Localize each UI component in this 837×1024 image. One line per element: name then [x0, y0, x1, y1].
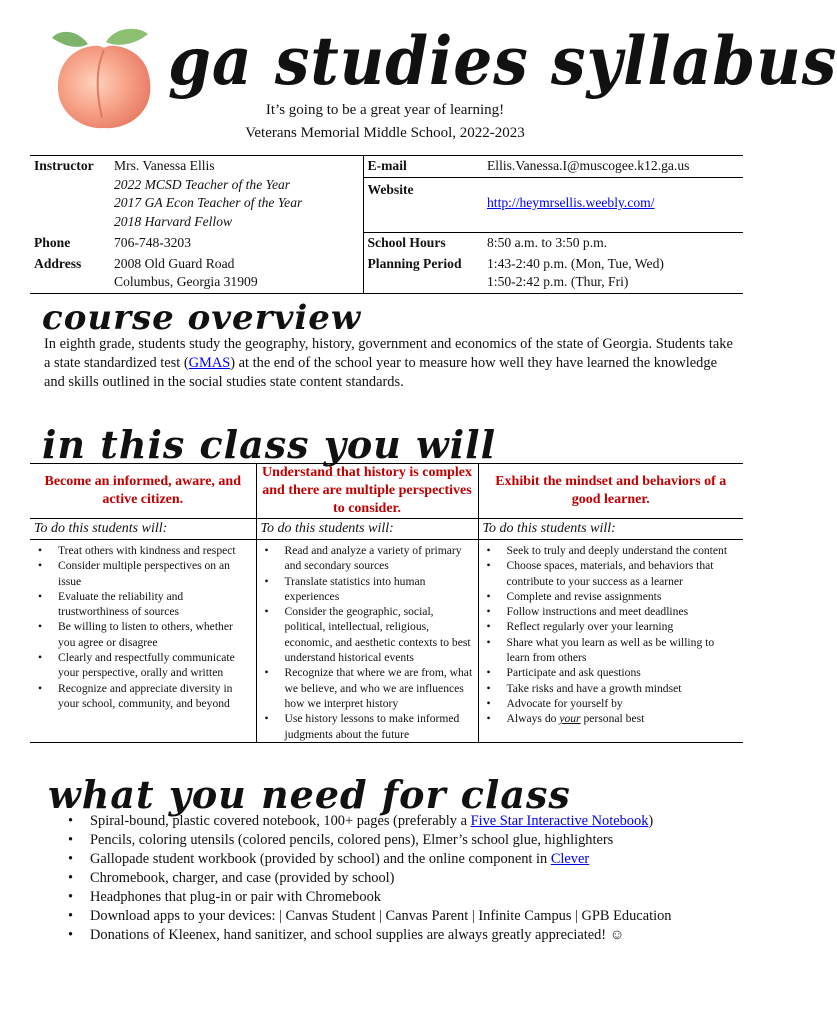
phone-label: Phone: [34, 234, 71, 250]
address-cell: [110, 254, 363, 294]
website-label: Website: [364, 177, 484, 232]
list-item: • Read and analyze a variety of primary and secondary sources: [285, 543, 474, 574]
list-item: • Clearly and respectfully communicate your perspective, orally and written: [58, 650, 252, 681]
notebook-link[interactable]: Five Star Interactive Notebook: [470, 813, 649, 829]
list-item: • Advocate for yourself by: [507, 696, 740, 711]
list-item: • Take risks and have a growth mindset: [507, 681, 740, 696]
planning-line-1: 1:43-2:40 p.m. (Mon, Tue, Wed): [487, 255, 664, 271]
page-title: ga studies syllabus: [168, 22, 837, 100]
needs-list: [60, 812, 790, 945]
instructor-name: Mrs. Vanessa Ellis: [114, 158, 215, 173]
last-item-text-1: Always do: [506, 712, 560, 726]
list-item: • Pencils, coloring utensils (colored pencils, colored pens), Elmer’s school glue, highlighters: [90, 831, 790, 850]
list-item: • Consider the geographic, social, political, intellectual, religious, economic, and aesthetic contexts to best understand historical events: [285, 604, 474, 665]
phone-value: 706-748-3203: [114, 234, 192, 250]
need-1-end: ): [648, 813, 654, 829]
list-item: • Headphones that plug-in or pair with Chromebook: [90, 888, 790, 907]
goal-3: Exhibit the mindset and behaviors of a good learner.: [478, 464, 743, 519]
contact-labels: [363, 156, 483, 233]
goal-2: Understand that history is complex and there are multiple perspectives to consider.: [256, 464, 478, 519]
goal-3-subheading: To do this students will:: [478, 519, 743, 540]
list-item: • Seek to truly and deeply understand the content: [507, 543, 740, 558]
course-overview-heading: course overview: [42, 298, 362, 338]
planning-cell: [483, 254, 743, 294]
hours-value: 8:50 a.m. to 3:50 p.m.: [483, 233, 743, 254]
instructor-label: Instructor: [30, 156, 110, 233]
email-label: E-mail: [367, 158, 407, 173]
planning-line-2: 1:50-2:42 p.m. (Thur, Fri): [487, 274, 629, 289]
goal-1-list-cell: [30, 540, 256, 743]
need-3-text: Gallopade student workbook (provided by school) and the online component in: [90, 851, 551, 867]
list-item: • Recognize that where we are from, what we believe, and who we are influences how we interpret history: [285, 665, 474, 711]
address-label: Address: [30, 254, 110, 294]
clever-link[interactable]: Clever: [550, 851, 590, 867]
list-item: • Complete and revise assignments: [507, 589, 740, 604]
website-link[interactable]: http://heymrsellis.weebly.com/: [487, 195, 655, 210]
need-1-text: Spiral-bound, plastic covered notebook, 100+ pages (preferably a: [90, 813, 471, 829]
overview-text-1: In eighth grade, students study the geography, history, government and economics of the state of Georgia. Students take a state standardized test (: [44, 336, 733, 371]
goal-1: Become an informed, aware, and active citizen.: [30, 464, 256, 519]
goal-3-list: [483, 543, 740, 727]
list-item: • Follow instructions and meet deadlines: [507, 604, 740, 619]
goal-1-list: [34, 543, 252, 711]
tagline: It’s going to be a great year of learning!: [265, 102, 505, 118]
hours-label: School Hours: [363, 233, 483, 254]
list-item: • Donations of Kleenex, hand sanitizer, and school supplies are always greatly appreciated! ☺: [90, 926, 790, 945]
list-item: • Consider multiple perspectives on an issue: [58, 558, 252, 589]
goal-1-subheading: To do this students will:: [30, 519, 256, 540]
list-item: • Reflect regularly over your learning: [507, 619, 740, 634]
goal-2-list: [261, 543, 474, 742]
honor-3: 2018 Harvard Fellow: [114, 213, 233, 229]
needs-heading: what you need for class: [48, 772, 571, 817]
list-item: • Evaluate the reliability and trustworthiness of sources: [58, 589, 252, 620]
list-item: [90, 850, 790, 869]
email-value: Ellis.Vanessa.I@muscogee.k12.ga.us: [487, 158, 690, 173]
list-item: • Treat others with kindness and respect: [58, 543, 252, 558]
list-item: • Chromebook, charger, and case (provided by school): [90, 869, 790, 888]
list-item: • Translate statistics into human experiences: [285, 574, 474, 605]
in-class-heading: in this class you will: [42, 422, 497, 467]
goals-table: [30, 463, 743, 743]
school-year: Veterans Memorial Middle School, 2022-2023: [245, 125, 525, 141]
instructor-info-table: [30, 155, 743, 294]
list-item: • Choose spaces, materials, and behaviors that contribute to your success as a learner: [507, 558, 740, 589]
list-item: • Use history lessons to make informed judgments about the future: [285, 711, 474, 742]
instructor-cell: [110, 156, 363, 233]
list-item: • Recognize and appreciate diversity in your school, community, and beyond: [58, 681, 252, 712]
goal-2-subheading: To do this students will:: [256, 519, 478, 540]
goal-3-list-cell: [478, 540, 743, 743]
last-item-text-2: personal best: [580, 712, 645, 726]
overview-text-2: ) at the end of the school year to measure how well they have learned the knowledge and skills outlined in the social studies state content standards.: [44, 355, 717, 390]
planning-label: Planning Period: [363, 254, 483, 294]
list-item: • Download apps to your devices: | Canvas Student | Canvas Parent | Infinite Campus | GPB Education: [90, 907, 790, 926]
list-item: • Share what you learn as well as be willing to learn from others: [507, 635, 740, 666]
last-item-emphasis: your: [559, 712, 581, 726]
list-item: [90, 812, 790, 831]
contact-values: [483, 156, 743, 233]
gmas-link[interactable]: GMAS: [188, 355, 231, 371]
list-item: • Be willing to listen to others, whether you agree or disagree: [58, 619, 252, 650]
list-item: • Participate and ask questions: [507, 665, 740, 680]
course-overview-text: [44, 335, 734, 392]
address-line-2: Columbus, Georgia 31909: [114, 274, 258, 289]
list-item: [507, 711, 740, 726]
honor-2: 2017 GA Econ Teacher of the Year: [114, 195, 303, 210]
address-line-1: 2008 Old Guard Road: [114, 255, 235, 271]
goal-2-list-cell: [256, 540, 478, 743]
honor-1: 2022 MCSD Teacher of the Year: [114, 176, 291, 192]
